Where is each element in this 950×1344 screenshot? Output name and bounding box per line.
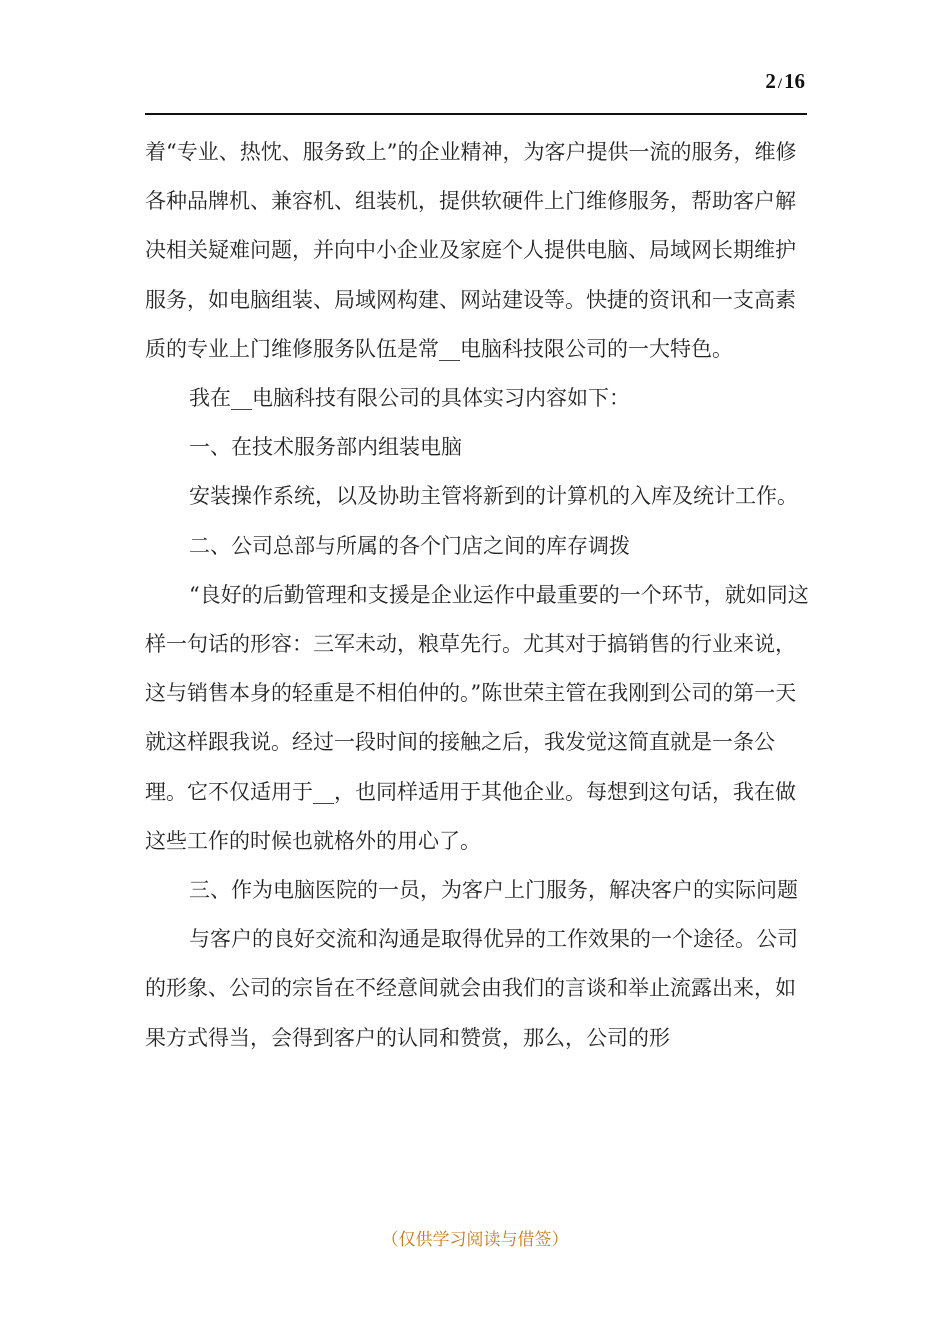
paragraph: “良好的后勤管理和支援是企业运作中最重要的一个环节，就如同这样一句话的形容：三军未动，粮草先行。尤其对于搞销售的行业来说，这与销售本身的轻重是不相伯仲的。”陈世荣主管在我刚到公司的第一天就这样跟我说。经过一段时间的接触之后，我发觉这简直就是一条公理。它不仅适用于__，也同样适用于其他企业。每想到这句话，我在做这些工作的时候也就格外的用心了。 (145, 582, 809, 853)
page-number (765, 69, 805, 94)
paragraph: 与客户的良好交流和沟通是取得优异的工作效果的一个途径。公司的形象、公司的宗旨在不经意间就会由我们的言谈和举止流露出来，如果方式得当，会得到客户的认同和赞赏，那么，公司的形 (145, 927, 798, 1050)
paragraph: 着“专业、热忱、服务致上”的企业精神，为客户提供一流的服务，维修各种品牌机、兼容机、组装机，提供软硬件上门维修服务，帮助客户解决相关疑难问题，并向中小企业及家庭个人提供电脑、局域网长期维护服务，如电脑组装、局域网构建、网站建设等。快捷的资讯和一支高素质的专业上门维修服务队伍是常__电脑科技限公司的一大特色。 (145, 140, 797, 361)
header-rule (145, 113, 807, 115)
section-heading: 一、在技术服务部内组装电脑 (189, 435, 462, 460)
paragraph: 我在__电脑科技有限公司的具体实习内容如下： (189, 386, 630, 411)
page-total: 16 (784, 69, 805, 93)
paragraph: 安装操作系统，以及协助主管将新到的计算机的入库及统计工作。 (189, 484, 798, 509)
section-heading: 二、公司总部与所属的各个门店之间的库存调拨 (189, 533, 630, 558)
page-current: 2 (765, 69, 776, 93)
body-text (145, 128, 809, 1063)
page-separator: / (777, 76, 782, 92)
section-heading: 三、作为电脑医院的一员，为客户上门服务，解决客户的实际问题 (189, 878, 798, 903)
footer-note: （仅供学习阅读与借签） (381, 1230, 569, 1250)
